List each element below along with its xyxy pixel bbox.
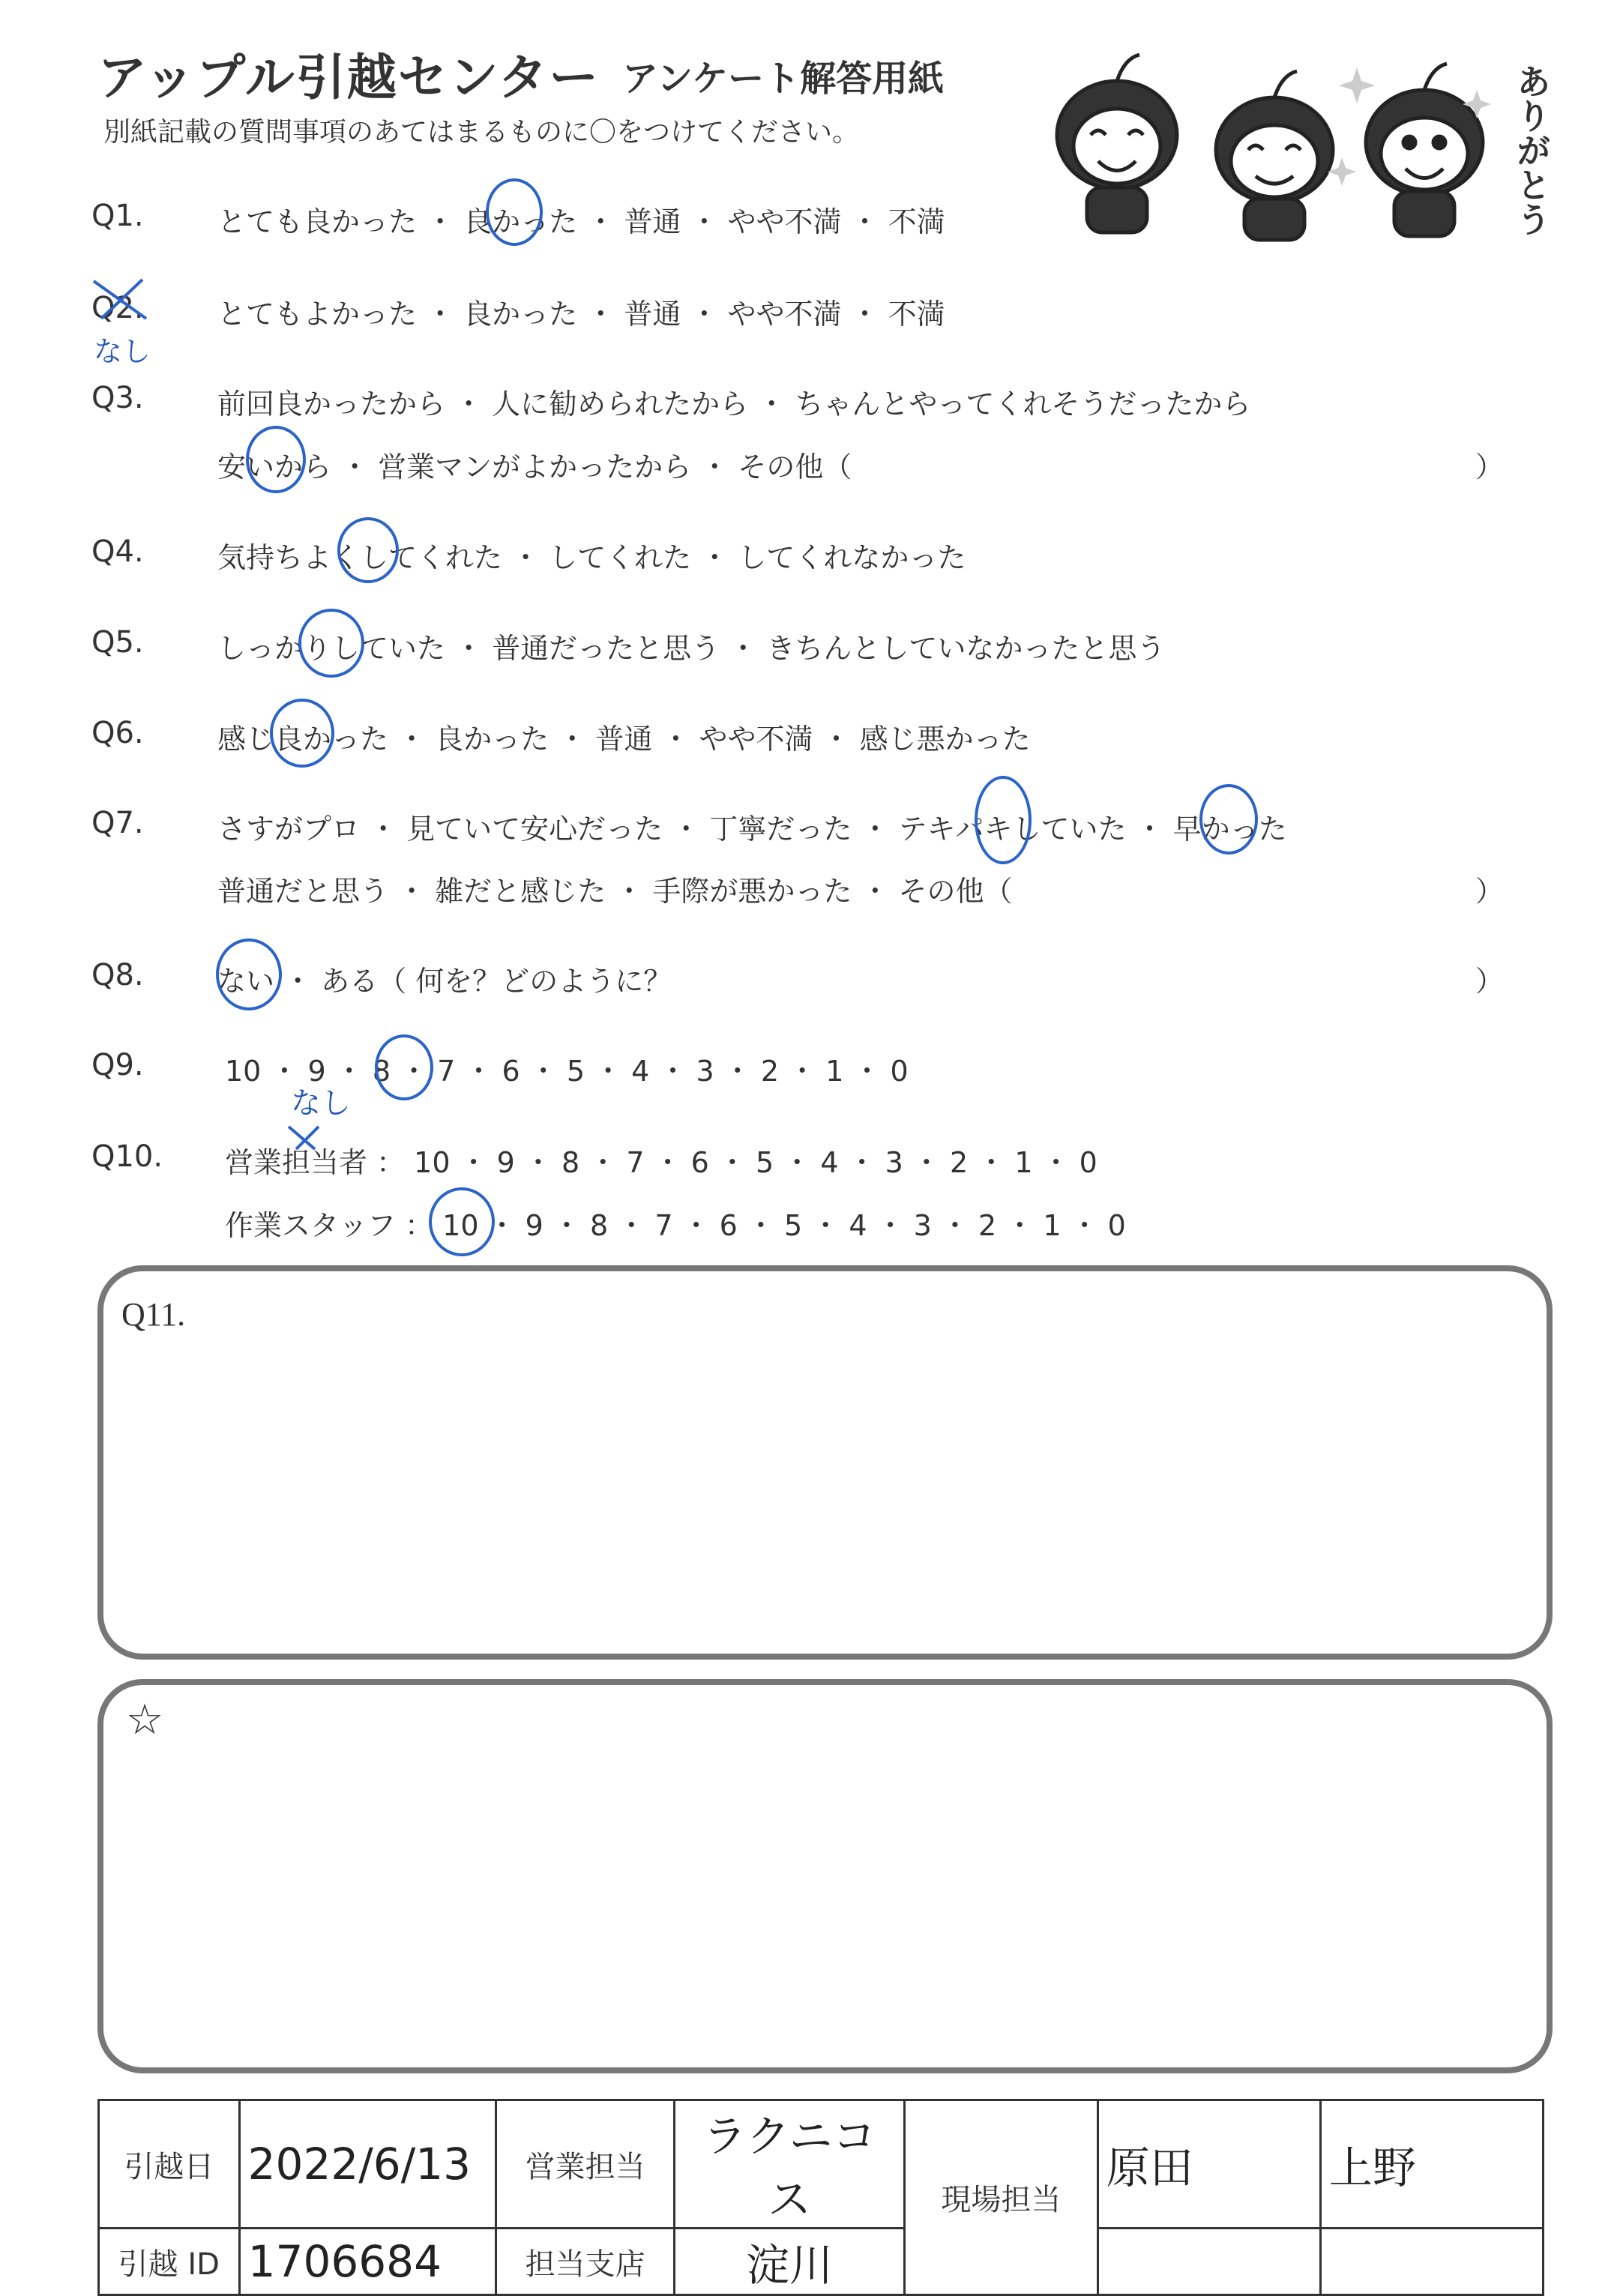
move-date-label: 引越日 <box>99 2100 240 2229</box>
mascot-illustration <box>1027 45 1507 247</box>
q3-selection-circle <box>246 426 306 493</box>
move-id-value: 1706684 <box>239 2229 496 2295</box>
q1-selection-circle <box>486 178 543 246</box>
q1-options: とても良かった ・ 良かった ・ 普通 ・ やや不満 ・ 不満 <box>217 205 945 238</box>
q6-selection-circle <box>270 699 334 768</box>
q6-options: 感じ良かった ・ 良かった ・ 普通 ・ やや不満 ・ 感じ悪かった <box>217 723 1031 756</box>
q10-check-mark-icon <box>285 1123 330 1153</box>
q10-sales-scale: 営業担当者 ： 10 ・ 9 ・ 8 ・ 7 ・ 6 ・ 5 ・ 4 ・ 3 ・ 2 ・ 1 ・ 0 <box>225 1146 1097 1179</box>
q7-hayakatta-circle <box>1199 784 1258 855</box>
q2-handwritten-note: なし <box>94 335 151 368</box>
q1-label: Q1. <box>91 199 144 233</box>
q3-paren-close: ） <box>1475 451 1505 483</box>
q8-paren-close: ） <box>1475 965 1505 998</box>
site-value-2: 上野 <box>1320 2100 1543 2229</box>
q2-strike-mark-icon <box>86 274 161 326</box>
mascot-left-icon <box>1057 55 1177 232</box>
q7-tekipaki-circle <box>975 776 1032 864</box>
move-date-value: 2022/6/13 <box>239 2100 496 2229</box>
q2-label: Q2. <box>91 291 144 325</box>
page-title: アップル引越センター <box>97 49 600 106</box>
q6-label: Q6. <box>91 716 144 750</box>
instruction-text: 別紙記載の質問事項のあてはまるものに〇をつけてください。 <box>103 117 860 148</box>
q7-options-line2: 普通だと思う ・ 雑だと感じた ・ 手際が悪かった ・ その他（ <box>217 875 1013 908</box>
q5-selection-circle <box>298 609 364 678</box>
sales-label: 営業担当 <box>496 2100 675 2229</box>
q10-staff-selection-circle <box>429 1187 495 1256</box>
q2-options: とてもよかった ・ 良かった ・ 普通 ・ やや不満 ・ 不満 <box>217 298 945 331</box>
q11-comment-box[interactable] <box>97 1265 1553 1660</box>
q9-selection-circle <box>375 1034 433 1100</box>
site-empty-cell-1 <box>1097 2229 1320 2295</box>
site-label: 現場担当 <box>905 2100 1098 2295</box>
mascot-center-icon <box>1216 71 1333 240</box>
q8-options: ない ・ ある（ 何を？どのように？ <box>217 965 672 998</box>
q5-label: Q5. <box>91 625 144 660</box>
q10-handwritten-note: なし <box>291 1086 351 1121</box>
q4-options: 気持ちよくしてくれた ・ してくれた ・ してくれなかった <box>217 541 966 574</box>
site-value-1: 原田 <box>1097 2100 1320 2229</box>
q7-paren-close: ） <box>1475 875 1505 908</box>
branch-label: 担当支店 <box>496 2229 675 2295</box>
q8-label: Q8. <box>91 958 144 992</box>
page-subtitle: アンケート解答用紙 <box>622 58 945 100</box>
site-empty-cell-2 <box>1320 2229 1543 2295</box>
q8-selection-circle <box>216 938 282 1010</box>
q4-label: Q4. <box>91 534 144 569</box>
q10-staff-scale: 作業スタッフ ： 10 ・ 9 ・ 8 ・ 7 ・ 6 ・ 5 ・ 4 ・ 3 ・ 2 ・ 1 ・ 0 <box>225 1209 1126 1242</box>
branch-value: 淀川 <box>675 2229 905 2295</box>
q4-selection-circle <box>337 517 399 583</box>
thanks-text: ありがとう <box>1511 64 1552 236</box>
q9-scale: 10 ・ 9 ・ 8 ・ 7 ・ 6 ・ 5 ・ 4 ・ 3 ・ 2 ・ 1 ・ 0 <box>225 1055 909 1088</box>
q3-options-line1: 前回良かったから ・ 人に勧められたから ・ ちゃんとやってくれそうだったから <box>217 388 1251 421</box>
q7-label: Q7. <box>91 806 144 840</box>
q5-options: しっかりしていた ・ 普通だったと思う ・ きちんとしていなかったと思う <box>217 632 1166 665</box>
sales-value: ラクニコス <box>675 2100 905 2229</box>
q11-box-label: Q11. <box>121 1296 186 1333</box>
q3-options-line2: 安いから ・ 営業マンがよかったから ・ その他（ <box>217 451 852 483</box>
move-id-label: 引越 ID <box>99 2229 240 2295</box>
footer-info-table <box>97 2099 1544 2296</box>
q7-options-line1: さすがプロ ・ 見ていて安心だった ・ 丁寧だった ・ テキパキしていた ・ 早かった <box>217 813 1287 846</box>
star-box-label: ☆ <box>126 1697 164 1744</box>
q9-label: Q9. <box>91 1048 144 1082</box>
star-comment-box[interactable] <box>97 1679 1553 2073</box>
mascot-right-icon <box>1366 64 1483 236</box>
q3-label: Q3. <box>91 381 144 415</box>
q10-label: Q10. <box>91 1139 163 1174</box>
